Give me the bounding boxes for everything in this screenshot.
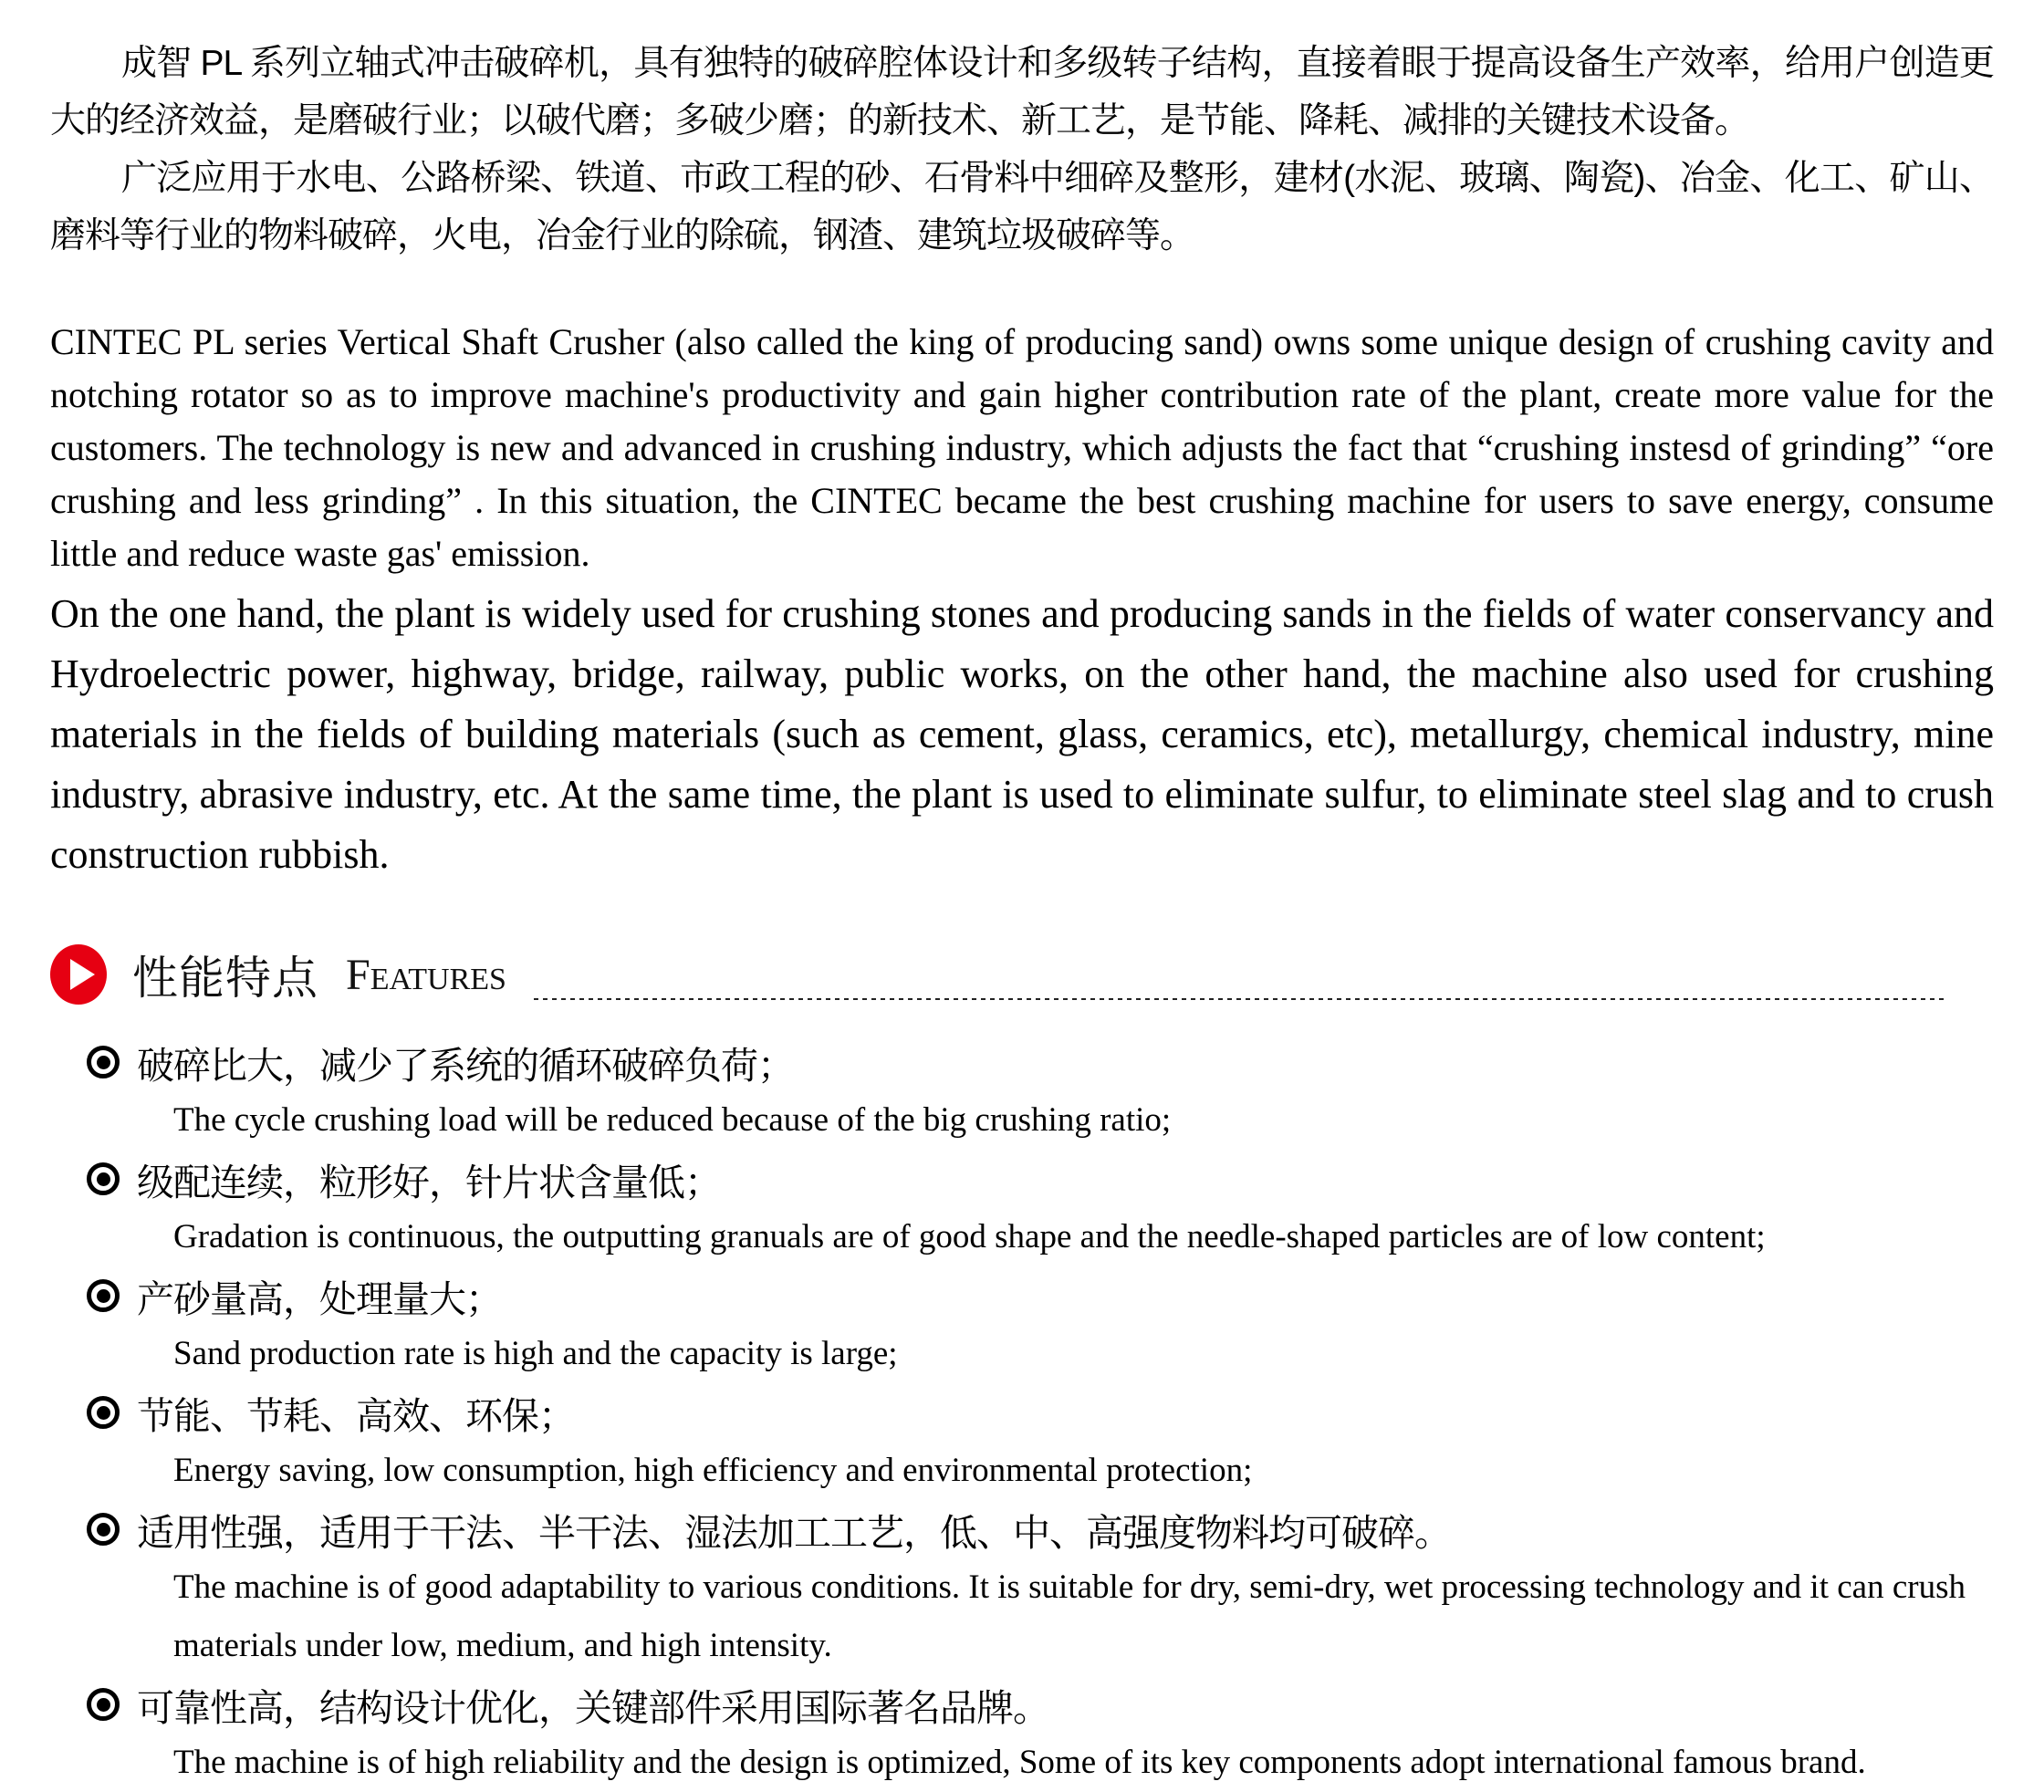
- bullseye-bullet-icon: [87, 1688, 120, 1721]
- features-heading-zh: 性能特点: [132, 953, 318, 1004]
- bullet-dot: [97, 1289, 110, 1303]
- bullseye-bullet-icon: [87, 1279, 120, 1312]
- feature-item-1: [87, 1033, 1994, 1150]
- feature-item-3: [87, 1266, 1994, 1383]
- bullet-dot: [97, 1406, 110, 1420]
- feature-zh-row: [87, 1675, 1994, 1734]
- play-icon: [50, 944, 107, 1005]
- feature-item-2: [87, 1150, 1994, 1266]
- bullet-dot: [97, 1056, 110, 1069]
- bullseye-bullet-icon: [87, 1513, 120, 1546]
- feature-text-zh: 节能、节耗、高效、环保；: [137, 1394, 575, 1437]
- feature-text-en: Energy saving, low consumption, high efficiency and environmental protection;: [173, 1452, 1253, 1489]
- feature-item-4: [87, 1383, 1994, 1500]
- bullseye-bullet-icon: [87, 1396, 120, 1429]
- features-section-header: [50, 942, 1994, 1007]
- feature-text-en: The machine is of good adaptability to various conditions. It is suitable for dry, semi-dry, wet processing technology and it can crush materials under low, medium, and high intensity.: [173, 1568, 1966, 1664]
- feature-text-en: The machine is of high reliability and the design is optimized, Some of its key components adopt international famous brand.: [173, 1744, 1866, 1781]
- intro-chinese: [50, 35, 1994, 265]
- bullseye-bullet-icon: [87, 1046, 120, 1078]
- feature-zh-row: [87, 1266, 1994, 1325]
- intro-zh-paragraph-1: 成智 PL 系列立轴式冲击破碎机，具有独特的破碎腔体设计和多级转子结构，直接着眼于提高设备生产效率，给用户创造更大的经济效益，是磨破行业；以破代磨；多破少磨；的新技术、新工艺，是节能、降耗、减排的关键技术设备。: [50, 44, 1994, 141]
- bullet-dot: [97, 1172, 110, 1186]
- feature-zh-row: [87, 1500, 1994, 1558]
- feature-zh-row: [87, 1150, 1994, 1208]
- feature-item-5: [87, 1500, 1994, 1675]
- intro-zh-paragraph-2: 广泛应用于水电、公路桥梁、铁道、市政工程的砂、石骨料中细碎及整形，建材(水泥、玻璃、陶瓷)、冶金、化工、矿山、磨料等行业的物料破碎，火电，冶金行业的除硫，钢渣、建筑垃圾破碎等。: [50, 159, 1994, 255]
- feature-text-en: The cycle crushing load will be reduced because of the big crushing ratio;: [173, 1101, 1172, 1139]
- feature-zh-row: [87, 1033, 1994, 1091]
- feature-text-zh: 产砂量高，处理量大；: [137, 1277, 502, 1320]
- feature-text-zh: 破碎比大，减少了系统的循环破碎负荷；: [137, 1044, 794, 1087]
- feature-item-6: [87, 1675, 1994, 1792]
- dotted-rule: [534, 998, 1944, 1000]
- play-triangle: [70, 959, 95, 990]
- bullet-dot: [97, 1698, 110, 1712]
- feature-text-en: Sand production rate is high and the capacity is large;: [173, 1335, 898, 1372]
- intro-en-paragraph-1: CINTEC PL series Vertical Shaft Crusher (also called the king of producing sand) owns some unique design of crushing cavity and notching rotator so as to improve machine's productivity and gain higher contribution rate of the plant, create more value for the customers. The technology is new and advanced in crushing industry, which adjusts the fact that “crushing instesd of grinding” “ore crushing and less grinding” . In this situation, the CINTEC became the best crushing machine for users to save energy, consume little and reduce waste gas' emission.: [50, 321, 1994, 574]
- feature-text-en: Gradation is continuous, the outputting granuals are of good shape and the needle-shaped particles are of low content;: [173, 1218, 1766, 1255]
- feature-text-zh: 级配连续，粒形好，针片状含量低；: [137, 1161, 721, 1203]
- feature-text-zh: 可靠性高，结构设计优化，关键部件采用国际著名品牌。: [137, 1686, 1049, 1729]
- feature-zh-row: [87, 1383, 1994, 1442]
- features-list: [50, 1033, 1994, 1792]
- bullet-dot: [97, 1523, 110, 1537]
- intro-en-paragraph-2: On the one hand, the plant is widely used for crushing stones and producing sands in the fields of water conservancy and Hydroelectric power, highway, bridge, railway, public works, on the other hand, the machine also used for crushing materials in the fields of building materials (such as cement, glass, ceramics, etc), metallurgy, chemical industry, mine industry, abrasive industry, etc. At the same time, the plant is used to eliminate sulfur, to eliminate steel slag and to crush construction rubbish.: [50, 591, 1994, 877]
- features-heading-en: Features: [346, 950, 506, 999]
- feature-text-zh: 适用性强，适用于干法、半干法、湿法加工工艺，低、中、高强度物料均可破碎。: [137, 1511, 1451, 1554]
- bullseye-bullet-icon: [87, 1162, 120, 1195]
